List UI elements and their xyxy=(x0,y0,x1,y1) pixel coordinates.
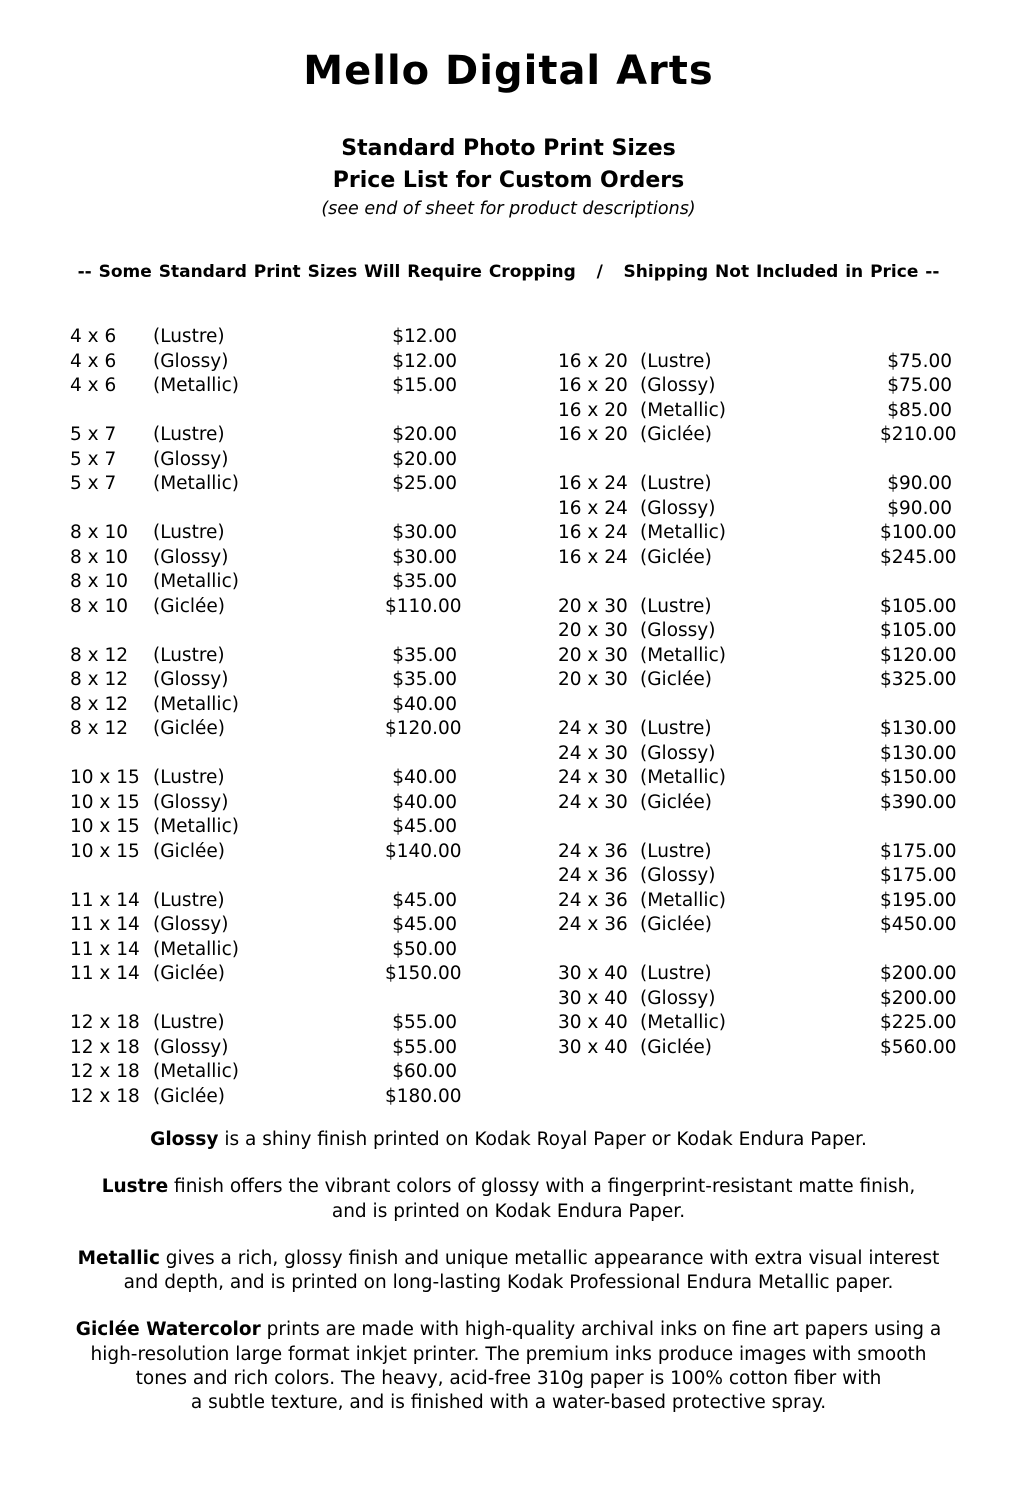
print-size: 8 x 10 xyxy=(70,522,129,543)
description-text: prints are made with high-quality archival inks on fine art papers using a xyxy=(260,1319,942,1341)
finish-type: (Glossy) xyxy=(153,1036,229,1058)
price: $200.00 xyxy=(880,963,957,984)
price-row xyxy=(558,644,957,669)
print-size: 11 x 14 xyxy=(70,963,140,984)
price: $175.00 xyxy=(880,865,957,886)
price: $105.00 xyxy=(880,595,957,617)
print-size: 16 x 20 xyxy=(558,375,628,396)
price: $40.00 xyxy=(392,791,457,813)
print-size: 8 x 12 xyxy=(70,693,129,715)
finish-type: (Lustre) xyxy=(640,350,712,372)
price-row xyxy=(558,840,957,865)
price: $90.00 xyxy=(887,497,952,519)
print-size: 16 x 24 xyxy=(558,546,628,568)
price: $35.00 xyxy=(392,571,457,592)
finish-type: (Metallic) xyxy=(153,473,239,494)
price-row xyxy=(70,938,457,963)
price-row xyxy=(558,864,957,889)
finish-type: (Giclée) xyxy=(153,595,225,617)
price: $120.00 xyxy=(880,644,957,666)
size-group xyxy=(558,350,957,448)
price-row xyxy=(70,1060,457,1085)
print-size: 16 x 24 xyxy=(558,473,628,494)
price: $150.00 xyxy=(385,963,462,984)
subtitle-print-sizes: Standard Photo Print Sizes xyxy=(341,136,676,161)
finish-type: (Glossy) xyxy=(153,914,229,935)
finish-type: (Glossy) xyxy=(153,350,229,372)
price-row xyxy=(558,766,957,791)
price-row xyxy=(70,595,462,620)
price-row xyxy=(558,546,957,571)
size-group xyxy=(70,766,462,864)
print-size: 16 x 24 xyxy=(558,497,628,519)
price-row xyxy=(70,374,457,399)
finish-type: (Metallic) xyxy=(153,571,239,592)
print-size: 30 x 40 xyxy=(558,1012,628,1033)
finish-type: (Metallic) xyxy=(153,375,239,396)
price-row xyxy=(558,595,957,620)
finish-type: (Metallic) xyxy=(153,938,239,960)
finish-type: (Glossy) xyxy=(153,791,229,813)
price-row xyxy=(70,350,457,375)
price: $180.00 xyxy=(385,1085,462,1107)
finish-type: (Metallic) xyxy=(153,693,239,715)
finish-type: (Glossy) xyxy=(640,497,716,519)
finish-type: (Giclée) xyxy=(153,840,225,862)
price-row xyxy=(558,889,957,914)
print-size: 16 x 20 xyxy=(558,399,628,421)
price-row xyxy=(70,325,457,350)
size-group xyxy=(558,962,957,1060)
finish-type: (Metallic) xyxy=(153,816,239,837)
price: $130.00 xyxy=(880,742,957,764)
print-size: 5 x 7 xyxy=(70,424,117,445)
finish-type: (Metallic) xyxy=(640,1012,726,1033)
finish-type: (Lustre) xyxy=(153,644,225,666)
finish-type: (Lustre) xyxy=(640,595,712,617)
finish-type: (Giclée) xyxy=(640,791,712,813)
price-row xyxy=(70,472,457,497)
size-group xyxy=(70,644,462,742)
size-group xyxy=(70,325,457,399)
print-size: 16 x 20 xyxy=(558,350,628,372)
finish-type: (Giclée) xyxy=(640,546,712,568)
finish-type: (Lustre) xyxy=(153,1012,225,1033)
price-row xyxy=(70,766,457,791)
price: $75.00 xyxy=(887,375,952,396)
description-text: gives a rich, glossy finish and unique metallic appearance with extra visual interest xyxy=(159,1247,940,1269)
description-text: and is printed on Kodak Endura Paper. xyxy=(331,1200,686,1222)
finish-type: (Giclée) xyxy=(640,1036,712,1058)
finish-type: (Giclée) xyxy=(153,1085,225,1107)
print-size: 24 x 36 xyxy=(558,865,628,886)
finish-type: (Lustre) xyxy=(153,522,225,543)
finish-type: (Giclée) xyxy=(640,669,712,690)
price: $12.00 xyxy=(392,350,457,372)
price: $30.00 xyxy=(392,546,457,568)
size-group xyxy=(558,595,957,693)
price-row xyxy=(70,815,457,840)
print-size: 12 x 18 xyxy=(70,1061,140,1082)
price: $85.00 xyxy=(887,399,952,421)
price: $35.00 xyxy=(392,669,457,690)
finish-type: (Lustre) xyxy=(153,767,225,788)
price-row xyxy=(558,913,957,938)
price: $175.00 xyxy=(880,840,957,862)
price-list-left-column xyxy=(70,325,462,1134)
price: $12.00 xyxy=(392,326,457,347)
price: $200.00 xyxy=(880,987,957,1009)
description-text: is a shiny finish printed on Kodak Royal Paper or Kodak Endura Paper. xyxy=(218,1129,867,1150)
size-group xyxy=(558,717,957,815)
finish-type: (Glossy) xyxy=(640,742,716,764)
description-paragraph xyxy=(0,1247,1017,1296)
price-list-right-column xyxy=(558,350,957,1085)
size-group xyxy=(70,889,462,987)
price: $45.00 xyxy=(392,816,457,837)
price-row xyxy=(558,1036,957,1061)
description-paragraph xyxy=(0,1318,1017,1415)
finish-type: (Glossy) xyxy=(153,546,229,568)
price: $45.00 xyxy=(392,914,457,935)
price: $450.00 xyxy=(880,914,957,935)
print-size: 24 x 30 xyxy=(558,718,628,739)
price: $30.00 xyxy=(392,522,457,543)
price-row xyxy=(70,840,462,865)
print-size: 4 x 6 xyxy=(70,326,117,347)
description-text: high-resolution large format inkjet printer. The premium inks produce images with smooth xyxy=(90,1343,927,1365)
finish-type: (Glossy) xyxy=(640,865,716,886)
finish-type: (Lustre) xyxy=(640,963,712,984)
price: $105.00 xyxy=(880,620,957,641)
size-group xyxy=(70,423,457,497)
print-size: 24 x 36 xyxy=(558,889,628,911)
print-size: 8 x 12 xyxy=(70,718,129,739)
print-size: 8 x 10 xyxy=(70,571,129,592)
price-row xyxy=(70,1036,457,1061)
finish-type: (Metallic) xyxy=(640,522,726,543)
print-size: 24 x 30 xyxy=(558,791,628,813)
finish-type: (Lustre) xyxy=(153,424,225,445)
price-row xyxy=(70,791,457,816)
price: $245.00 xyxy=(880,546,957,568)
price-row xyxy=(558,791,957,816)
finish-type: (Metallic) xyxy=(640,399,726,421)
finish-type: (Metallic) xyxy=(640,644,726,666)
price: $100.00 xyxy=(880,522,957,543)
price-row xyxy=(558,668,957,693)
print-size: 20 x 30 xyxy=(558,595,628,617)
print-size: 24 x 36 xyxy=(558,914,628,935)
price-row xyxy=(70,448,457,473)
description-term: Glossy xyxy=(150,1129,219,1150)
price: $25.00 xyxy=(392,473,457,494)
size-group xyxy=(70,521,462,619)
print-size: 8 x 10 xyxy=(70,546,129,568)
print-size: 4 x 6 xyxy=(70,375,117,396)
price: $90.00 xyxy=(887,473,952,494)
price: $55.00 xyxy=(392,1036,457,1058)
size-group xyxy=(558,840,957,938)
price: $325.00 xyxy=(880,669,957,690)
subtitle-price-list: Price List for Custom Orders xyxy=(332,168,685,193)
price: $75.00 xyxy=(887,350,952,372)
print-size: 16 x 20 xyxy=(558,424,628,445)
finish-type: (Giclée) xyxy=(153,963,225,984)
print-size: 20 x 30 xyxy=(558,644,628,666)
price: $20.00 xyxy=(392,424,457,445)
description-term: Lustre xyxy=(101,1176,169,1198)
print-size: 12 x 18 xyxy=(70,1012,140,1033)
price: $130.00 xyxy=(880,718,957,739)
print-size: 11 x 14 xyxy=(70,914,140,935)
print-size: 11 x 14 xyxy=(70,889,140,911)
price-row xyxy=(558,374,952,399)
price-row xyxy=(558,472,952,497)
descriptions-note: (see end of sheet for product descriptions) xyxy=(321,199,696,219)
finish-type: (Metallic) xyxy=(640,767,726,788)
price: $15.00 xyxy=(392,375,457,396)
price-row xyxy=(558,619,957,644)
print-size: 8 x 12 xyxy=(70,644,129,666)
price-row xyxy=(558,1011,957,1036)
price-row xyxy=(70,644,457,669)
finish-type: (Lustre) xyxy=(640,718,712,739)
price-row xyxy=(70,1011,457,1036)
print-size: 16 x 24 xyxy=(558,522,628,543)
print-size: 12 x 18 xyxy=(70,1036,140,1058)
price: $40.00 xyxy=(392,767,457,788)
finish-type: (Glossy) xyxy=(640,987,716,1009)
price: $110.00 xyxy=(385,595,462,617)
price-row xyxy=(70,570,457,595)
description-term: Metallic xyxy=(77,1247,160,1269)
price-row xyxy=(70,962,462,987)
finish-type: (Glossy) xyxy=(640,375,716,396)
finish-type: (Lustre) xyxy=(153,889,225,911)
print-size: 24 x 30 xyxy=(558,767,628,788)
price-row xyxy=(70,913,457,938)
price: $50.00 xyxy=(392,938,457,960)
cropping-shipping-notice: -- Some Standard Print Sizes Will Require Cropping / Shipping Not Included in Price -- xyxy=(77,262,940,282)
price-row xyxy=(70,546,457,571)
description-term: Giclée Watercolor xyxy=(75,1319,261,1341)
finish-type: (Giclée) xyxy=(640,424,712,445)
price-row xyxy=(70,693,457,718)
print-size: 8 x 10 xyxy=(70,595,129,617)
finish-type: (Lustre) xyxy=(640,473,712,494)
price-row xyxy=(70,889,457,914)
description-text: tones and rich colors. The heavy, acid-free 310g paper is 100% cotton fiber with xyxy=(135,1368,882,1390)
print-size: 30 x 40 xyxy=(558,963,628,984)
price-row xyxy=(70,423,457,448)
price-row xyxy=(558,521,957,546)
price: $120.00 xyxy=(385,718,462,739)
print-size: 10 x 15 xyxy=(70,816,140,837)
finish-type: (Metallic) xyxy=(153,1061,239,1082)
price-row xyxy=(70,668,457,693)
price-row xyxy=(70,1085,462,1110)
size-group xyxy=(70,1011,462,1109)
price: $560.00 xyxy=(880,1036,957,1058)
price: $225.00 xyxy=(880,1012,957,1033)
print-size: 10 x 15 xyxy=(70,791,140,813)
print-size: 24 x 30 xyxy=(558,742,628,764)
description-text: and depth, and is printed on long-lasting Kodak Professional Endura Metallic paper. xyxy=(123,1272,894,1294)
price-row xyxy=(558,350,952,375)
price-row xyxy=(558,497,952,522)
description-text: a subtle texture, and is finished with a water-based protective spray. xyxy=(190,1392,827,1414)
price-row xyxy=(558,399,952,424)
price: $210.00 xyxy=(880,424,957,445)
print-size: 30 x 40 xyxy=(558,1036,628,1058)
print-size: 20 x 30 xyxy=(558,620,628,641)
finish-type: (Giclée) xyxy=(153,718,225,739)
print-size: 20 x 30 xyxy=(558,669,628,690)
price: $40.00 xyxy=(392,693,457,715)
print-size: 8 x 12 xyxy=(70,669,129,690)
print-size: 10 x 15 xyxy=(70,840,140,862)
product-descriptions xyxy=(0,1128,1017,1439)
finish-type: (Glossy) xyxy=(153,669,229,690)
print-size: 4 x 6 xyxy=(70,350,117,372)
price: $150.00 xyxy=(880,767,957,788)
finish-type: (Glossy) xyxy=(640,620,716,641)
company-title: Mello Digital Arts xyxy=(303,48,714,94)
price: $20.00 xyxy=(392,448,457,470)
price: $60.00 xyxy=(392,1061,457,1082)
price-row xyxy=(558,742,957,767)
description-paragraph xyxy=(0,1128,1017,1152)
description-text: finish offers the vibrant colors of glossy with a fingerprint-resistant matte finish, xyxy=(168,1176,916,1198)
finish-type: (Lustre) xyxy=(153,326,225,347)
print-size: 30 x 40 xyxy=(558,987,628,1009)
print-size: 11 x 14 xyxy=(70,938,140,960)
description-paragraph xyxy=(0,1175,1017,1224)
print-size: 12 x 18 xyxy=(70,1085,140,1107)
price: $390.00 xyxy=(880,791,957,813)
price-row xyxy=(558,987,957,1012)
size-group xyxy=(558,472,957,570)
price-row xyxy=(558,423,957,448)
price-row xyxy=(558,962,957,987)
price: $35.00 xyxy=(392,644,457,666)
price-row xyxy=(70,521,457,546)
price-row xyxy=(70,717,462,742)
print-size: 5 x 7 xyxy=(70,448,117,470)
price: $140.00 xyxy=(385,840,462,862)
finish-type: (Giclée) xyxy=(640,914,712,935)
print-size: 24 x 36 xyxy=(558,840,628,862)
print-size: 10 x 15 xyxy=(70,767,140,788)
price-row xyxy=(558,717,957,742)
finish-type: (Glossy) xyxy=(153,448,229,470)
price: $55.00 xyxy=(392,1012,457,1033)
finish-type: (Metallic) xyxy=(640,889,726,911)
finish-type: (Lustre) xyxy=(640,840,712,862)
price: $45.00 xyxy=(392,889,457,911)
price: $195.00 xyxy=(880,889,957,911)
print-size: 5 x 7 xyxy=(70,473,117,494)
